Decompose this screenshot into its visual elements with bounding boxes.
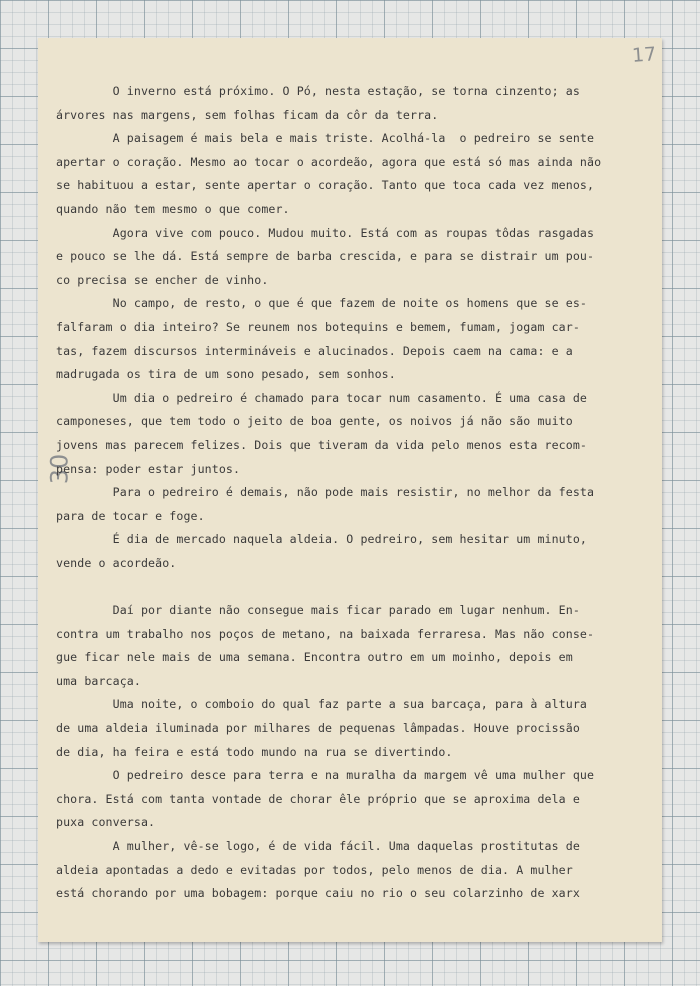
page-number: 17	[631, 43, 657, 67]
paragraph	[56, 764, 660, 835]
text-line: O pedreiro desce para terra e na muralha da margem vê uma mulher que	[56, 768, 595, 783]
text-line: É dia de mercado naquela aldeia. O pedreiro, sem hesitar um minuto,	[56, 532, 588, 547]
text-line: está chorando por uma bobagem: porque caiu no rio o seu colarzinho de xarx	[56, 886, 580, 901]
text-line: árvores nas margens, sem folhas ficam da côr da terra.	[56, 107, 439, 122]
paragraph	[56, 292, 660, 386]
text-line: Um dia o pedreiro é chamado para tocar num casamento. É uma casa de	[56, 390, 588, 405]
text-line: de dia, ha feira e está todo mundo na rua se divertindo.	[56, 744, 453, 759]
text-line: puxa conversa.	[56, 815, 156, 830]
paragraph	[56, 127, 660, 221]
paragraph	[56, 481, 660, 528]
text-line: jovens mas parecem felizes. Dois que tiveram da vida pelo menos esta recom-	[56, 437, 588, 452]
paragraph	[56, 693, 660, 764]
text-line: falfaram o dia inteiro? Se reunem nos botequins e bemem, fumam, jogam car-	[56, 319, 580, 334]
text-line: tas, fazem discursos intermináveis e alucinados. Depois caem na cama: e a	[56, 343, 573, 358]
text-line: Para o pedreiro é demais, não pode mais resistir, no melhor da festa	[56, 485, 595, 500]
text-line: apertar o coração. Mesmo ao tocar o acordeão, agora que está só mas ainda não	[56, 154, 602, 169]
text-line: para de tocar e foge.	[56, 508, 205, 523]
text-line: Uma noite, o comboio do qual faz parte a sua barcaça, para à altura	[56, 697, 588, 712]
text-line: aldeia apontadas a dedo e evitadas por todos, pelo menos de dia. A mulher	[56, 862, 573, 877]
paragraph	[56, 528, 660, 575]
paragraph	[56, 599, 660, 693]
text-line: se habituou a estar, sente apertar o coração. Tanto que toca cada vez menos,	[56, 178, 595, 193]
text-line: uma barcaça.	[56, 673, 141, 688]
text-line: Daí por diante não consegue mais ficar parado em lugar nenhum. En-	[56, 603, 580, 618]
text-line: No campo, de resto, o que é que fazem de noite os homens que se es-	[56, 296, 588, 311]
text-line: chora. Está com tanta vontade de chorar êle próprio que se aproxima dela e	[56, 791, 580, 806]
text-line: pensa: poder estar juntos.	[56, 461, 241, 476]
text-line: O inverno está próximo. O Pó, nesta estação, se torna cinzento; as	[56, 84, 580, 98]
text-line: vende o acordeão.	[56, 555, 177, 570]
paragraph	[56, 222, 660, 293]
paragraph	[56, 80, 660, 127]
text-line: gue ficar nele mais de uma semana. Encontra outro em um moinho, depois em	[56, 650, 573, 665]
paragraph	[56, 387, 660, 481]
text-line: quando não tem mesmo o que comer.	[56, 201, 290, 216]
text-line: A mulher, vê-se logo, é de vida fácil. Uma daquelas prostitutas de	[56, 839, 580, 853]
text-line: camponeses, que tem todo o jeito de boa gente, os noivos já não são muito	[56, 414, 573, 429]
section-gap	[56, 575, 660, 599]
text-line: Agora vive com pouco. Mudou muito. Está com as roupas tôdas rasgadas	[56, 225, 595, 240]
text-line: co precisa se encher de vinho.	[56, 272, 269, 287]
paragraph	[56, 835, 660, 906]
text-line: contra um trabalho nos poços de metano, na baixada ferraresa. Mas não conse-	[56, 626, 595, 641]
text-line: madrugada os tira de um sono pesado, sem sonhos.	[56, 367, 396, 382]
document-body	[56, 80, 660, 906]
text-line: A paisagem é mais bela e mais triste. Acolhá-la o pedreiro se sente	[56, 131, 595, 146]
margin-number: 30	[45, 453, 74, 485]
text-line: e pouco se lhe dá. Está sempre de barba crescida, e para se distrair um pou-	[56, 249, 595, 264]
text-line: de uma aldeia iluminada por milhares de pequenas lâmpadas. Houve procissão	[56, 721, 580, 736]
